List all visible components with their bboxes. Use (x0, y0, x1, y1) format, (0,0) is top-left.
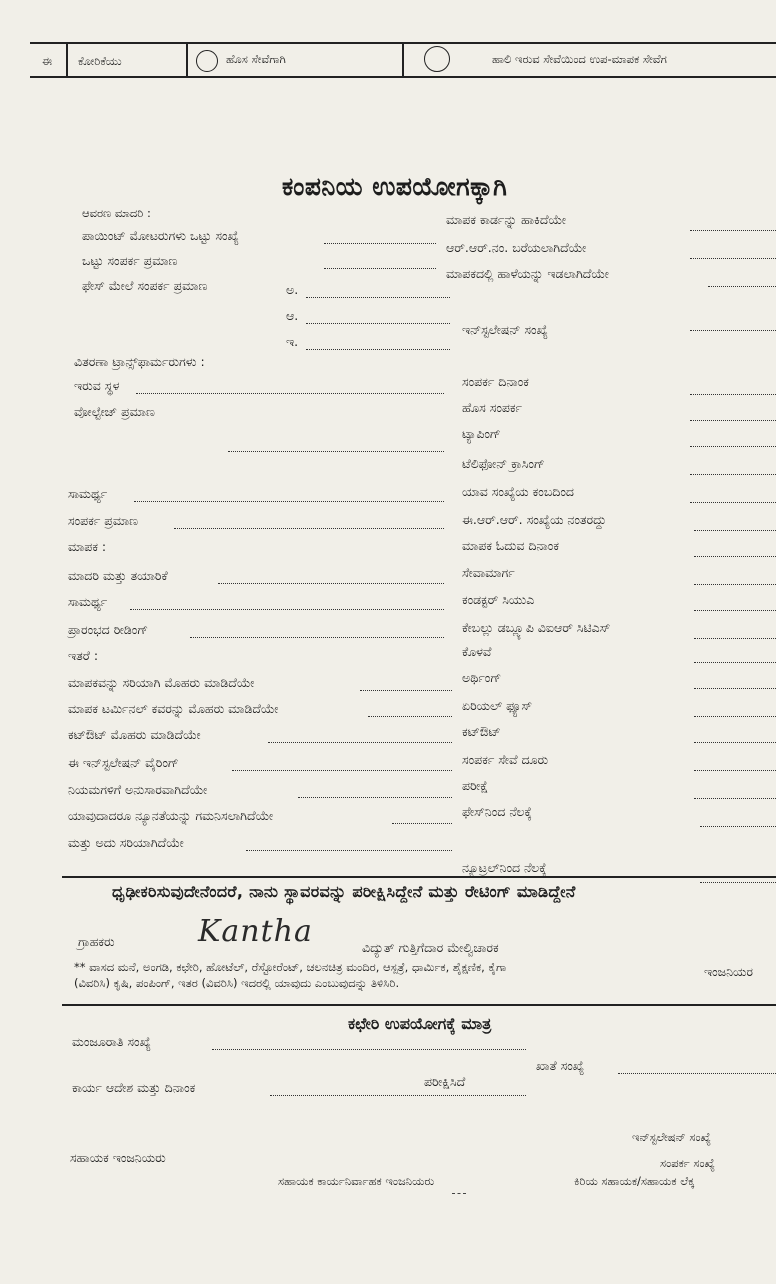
installation-wiring-field[interactable] (232, 770, 452, 771)
meter-card-label: ಮಾಪಕ ಕಾರ್ಡನ್ನು ಹಾಕಿದೆಯೇ (446, 212, 566, 227)
phase-earth-field[interactable] (700, 826, 776, 827)
new-conn-label: ಹೊಸ ಸಂಪರ್ಕ (462, 400, 523, 415)
office-title: ಕಛೇರಿ ಉಪಯೋಗಕ್ಕೆ ಮಾತ್ರ (348, 1014, 492, 1033)
verified-label: ಪರೀಕ್ಷಿಸಿದೆ (424, 1074, 466, 1089)
terminal-cover-label: ಮಾಪಕ ಟರ್ಮಿನಲ್ ಕವರನ್ನು ಮೊಹರು ಮಾಡಿದೆಯೇ (68, 701, 279, 716)
route-field[interactable] (694, 584, 776, 585)
earthing-field[interactable] (694, 688, 776, 689)
page-title: ಕಂಪನಿಯ ಉಪಯೋಗಕ್ಕಾಗಿ (282, 172, 508, 201)
tapping-field[interactable] (690, 446, 776, 447)
voltage-label: ವೋಲ್ಟೇಜ್ ಪ್ರಮಾಣ (74, 404, 155, 419)
phase-a-label: ಅ. (286, 282, 299, 297)
pipe-field[interactable] (694, 662, 776, 663)
account-no-field[interactable] (618, 1073, 776, 1074)
service-distance-label: ಸಂಪರ್ಕ ಸೇವೆ ದೂರು (462, 752, 549, 767)
note-line-2: (ವಿವರಿಸಿ) ಕೃಷಿ, ಪಂಪಿಂಗ್, ಇತರ (ವಿವರಿಸಿ) ಇದರಲ್ಲಿ ಯಾವುದು ಎಂಬುವುದನ್ನು ತಿಳಿಸಿರಿ. (74, 976, 400, 990)
meter-card-field[interactable] (690, 230, 776, 231)
sealed-label: ಮಾಪಕವನ್ನು ಸರಿಯಾಗಿ ಮೊಹರು ಮಾಡಿದೆಯೇ (68, 675, 255, 690)
correct-label: ಮತ್ತು ಅದು ಸರಿಯಾಗಿದೆಯೇ (68, 835, 184, 850)
pole-no-field[interactable] (690, 502, 776, 503)
initial-reading-field[interactable] (190, 637, 444, 638)
pole-no-label: ಯಾವ ಸಂಖ್ಯೆಯ ಕಂಬದಿಂದ (462, 484, 574, 499)
header-cell-c: ಹೊಸ ಸೇವೆಗಾಗಿ (226, 52, 286, 66)
junior-label: ಕಿರಿಯ ಸಹಾಯಕ/ಸಹಾಯಕ ಲೆಕ್ಕ (574, 1174, 695, 1188)
total-load-field[interactable] (324, 268, 436, 269)
location-label: ಇರುವ ಸ್ಥಳ (74, 378, 120, 393)
tested-field[interactable] (694, 798, 776, 799)
cable-field[interactable] (694, 638, 776, 639)
terminal-cover-field[interactable] (368, 716, 452, 717)
installation-no-field[interactable] (690, 330, 776, 331)
telephone-field[interactable] (690, 474, 776, 475)
reading-date-label: ಮಾಪಕ ಓದುವ ದಿನಾಂಕ (462, 538, 559, 553)
pipe-label: ಕೊಳವೆ (462, 644, 492, 659)
note-line-1: ** ವಾಸದ ಮನೆ, ಅಂಗಡಿ, ಕಛೇರಿ, ಹೋಟೆಲ್, ರೆಸ್ಟೋರೆಂಟ್, ಚಲನಚಿತ್ರ ಮಂದಿರ, ಆಸ್ಪತ್ರೆ, ಧಾರ್ಮಿಕ, ಶೈಕ್ಷಣಿಕ, ಕೈಗಾ (74, 960, 507, 974)
header-divider-1 (66, 42, 68, 78)
header-cell-b: ಕೋರಿಕೆಯು (78, 54, 122, 68)
phase-b-field[interactable] (306, 323, 450, 324)
office-installation-no-label: ಇನ್‌ಸ್ಟಲೇಷನ್ ಸಂಖ್ಯೆ (632, 1130, 711, 1144)
envelope-label: ಆವರಣ ಮಾದರಿ : (82, 206, 151, 220)
meter-kept-label: ಮಾಪಕದಲ್ಲಿ ಹಾಳೆಯನ್ನು ಇಡಲಾಗಿದೆಯೇ (446, 266, 609, 281)
aee-label: ಸಹಾಯಕ ಕಾರ್ಯನಿರ್ವಾಹಕ ಇಂಜನಿಯರು (278, 1174, 435, 1188)
after-er-label: ಈ.ಆರ್.ಆರ್. ಸಂಖ್ಯೆಯ ನಂತರದ್ದು (462, 512, 607, 527)
voltage-field[interactable] (228, 451, 444, 452)
declaration-top-rule (62, 876, 776, 878)
office-top-rule (62, 1004, 776, 1006)
meter-label: ಮಾಪಕ : (68, 539, 107, 554)
cutout-sealed-field[interactable] (268, 742, 452, 743)
meter-capacity-label: ಸಾಮರ್ಥ್ಯ (68, 594, 108, 609)
phase-b-label: ಆ. (286, 308, 299, 323)
office-conn-no-label: ಸಂಪರ್ಕ ಸಂಖ್ಯೆ (660, 1156, 715, 1170)
reading-date-field[interactable] (694, 556, 776, 557)
declaration-text: ಧೃಢೀಕರಿಸುವುದೇನೆಂದರೆ, ನಾನು ಸ್ಥಾವರವನ್ನು ಪರೀಕ್ಷಿಸಿದ್ದೇನೆ ಮತ್ತು ರೇಟಿಂಗ್ ಮಾಡಿದ್ದೇನೆ (112, 882, 576, 901)
contractor-label: ವಿದ್ಯುತ್ ಗುತ್ತಿಗೆದಾರ ಮೇಲ್ವಿಚಾರಕ (362, 940, 499, 955)
header-divider-2 (186, 42, 188, 78)
points-field[interactable] (324, 243, 436, 244)
header-cell-a: ಈ (42, 54, 52, 68)
sanction-no-label: ಮಂಜೂರಾತಿ ಸಂಖ್ಯೆ (72, 1034, 151, 1049)
capacity-label: ಸಾಮರ್ಥ್ಯ (68, 486, 108, 501)
meter-kept-field[interactable] (708, 286, 776, 287)
as-per-rules-field[interactable] (298, 797, 452, 798)
phase-earth-label: ಫೇಸ್‌ನಿಂದ ನೆಲಕ್ಕೆ (462, 804, 532, 819)
engineer-label: ಇಂಜನಿಯರ (704, 964, 754, 979)
new-conn-field[interactable] (690, 420, 776, 421)
neutral-earth-field[interactable] (700, 882, 776, 883)
aerial-fuse-field[interactable] (694, 716, 776, 717)
route-label: ಸೇವಾಮಾರ್ಗ (462, 565, 515, 580)
customer-signature: Kantha (198, 914, 313, 949)
header-divider-3 (402, 42, 404, 78)
phase-a-field[interactable] (306, 297, 450, 298)
points-label: ಪಾಯಿಂಟ್ ಮೋಟರುಗಳು ಒಟ್ಟು ಸಂಖ್ಯೆ (82, 228, 239, 243)
location-field[interactable] (136, 393, 444, 394)
cutout-label: ಕಟ್‌ಔಟ್ (462, 724, 501, 739)
tapping-label: ಟ್ಯಾಪಿಂಗ್ (462, 426, 501, 441)
installation-no-label: ಇನ್‌ಸ್ಟಲೇಷನ್ ಸಂಖ್ಯೆ (462, 322, 548, 337)
work-order-field[interactable] (270, 1095, 526, 1096)
meter-capacity-field[interactable] (130, 609, 444, 610)
cutout-field[interactable] (694, 742, 776, 743)
defects-field[interactable] (392, 823, 452, 824)
conn-date-label: ಸಂಪರ್ಕ ದಿನಾಂಕ (462, 374, 529, 389)
phase-c-field[interactable] (306, 349, 450, 350)
ae-label: ಸಹಾಯಕ ಇಂಜನಿಯರು (70, 1150, 166, 1165)
service-distance-field[interactable] (694, 770, 776, 771)
cable-label: ಕೇಬಲ್ಲು ಡಬ್ಲ್ಯೂಪಿ ವಿಐಆರ್ ಸಿಟಿಎಸ್ (462, 620, 611, 635)
sealed-field[interactable] (360, 690, 452, 691)
cutout-sealed-label: ಕಟ್‌ಔಟ್ ಮೊಹರು ಮಾಡಿದೆಯೇ (68, 727, 201, 742)
capacity-field[interactable] (134, 501, 444, 502)
transformers-label: ವಿತರಣಾ ಟ್ರಾನ್ಸ್‌ಫಾರ್ಮರುಗಳು : (74, 354, 205, 369)
telephone-label: ಟೆಲಿಫೋನ್ ಕ್ರಾಸಿಂಗ್ (462, 456, 545, 471)
conn-date-field[interactable] (690, 394, 776, 395)
total-load-label: ಒಟ್ಟು ಸಂಪರ್ಕ ಪ್ರಮಾಣ (82, 253, 178, 268)
new-service-checkbox[interactable] (196, 50, 218, 72)
aerial-fuse-label: ಏರಿಯಲ್ ಫ್ಯೂಸ್ (462, 698, 533, 713)
work-order-label: ಕಾರ್ಯ ಆದೇಶ ಮತ್ತು ದಿನಾಂಕ (72, 1080, 196, 1095)
customer-label: ಗ್ರಾಹಕರು (78, 934, 115, 949)
make-field[interactable] (218, 583, 444, 584)
conn-load-field[interactable] (174, 528, 444, 529)
phase-load-label: ಫೇಸ್ ಮೇಲೆ ಸಂಪರ್ಕ ಪ್ರಮಾಣ (82, 278, 208, 293)
existing-service-checkbox[interactable] (424, 46, 450, 72)
others-label: ಇತರೆ : (68, 648, 99, 663)
as-per-rules-label: ನಿಯಮಗಳಿಗೆ ಅನುಸಾರವಾಗಿದೆಯೇ (68, 782, 208, 797)
rr-no-field[interactable] (690, 258, 776, 259)
phase-c-label: ಇ. (286, 334, 299, 349)
earthing-label: ಅರ್ಥಿಂಗ್ (462, 670, 502, 685)
signature-stub (452, 1193, 466, 1194)
account-no-label: ಖಾತೆ ಸಂಖ್ಯೆ (536, 1058, 585, 1073)
defects-label: ಯಾವುದಾದರೂ ನ್ಯೂನತೆಯನ್ನು ಗಮನಿಸಲಾಗಿದೆಯೇ (68, 808, 274, 823)
sanction-no-field[interactable] (212, 1049, 526, 1050)
initial-reading-label: ಪ್ರಾರಂಭದ ರೀಡಿಂಗ್ (68, 622, 149, 637)
make-label: ಮಾದರಿ ಮತ್ತು ತಯಾರಿಕೆ (68, 568, 168, 583)
correct-field[interactable] (246, 850, 452, 851)
conductor-field[interactable] (694, 610, 776, 611)
rr-no-label: ಆರ್.ಆರ್.ನಂ. ಬರೆಯಲಾಗಿದೆಯೇ (446, 240, 587, 255)
conn-load-label: ಸಂಪರ್ಕ ಪ್ರಮಾಣ (68, 513, 138, 528)
conductor-label: ಕಂಡಕ್ಟರ್ ಸಿಯುಎ (462, 592, 535, 607)
installation-wiring-label: ಈ ಇನ್‌ಸ್ಟಲೇಷನ್ ವೈರಿಂಗ್ (68, 755, 179, 770)
after-er-field[interactable] (694, 530, 776, 531)
tested-label: ಪರೀಕ್ಷೆ (462, 778, 489, 793)
neutral-earth-label: ನ್ಯೂಟ್ರಲ್‌ನಿಂದ ನೆಲಕ್ಕೆ (462, 860, 547, 875)
header-cell-d: ಹಾಲಿ ಇರುವ ಸೇವೆಯಿಂದ ಉಪ-ಮಾಪಕ ಸೇವೆಗ (492, 52, 667, 66)
